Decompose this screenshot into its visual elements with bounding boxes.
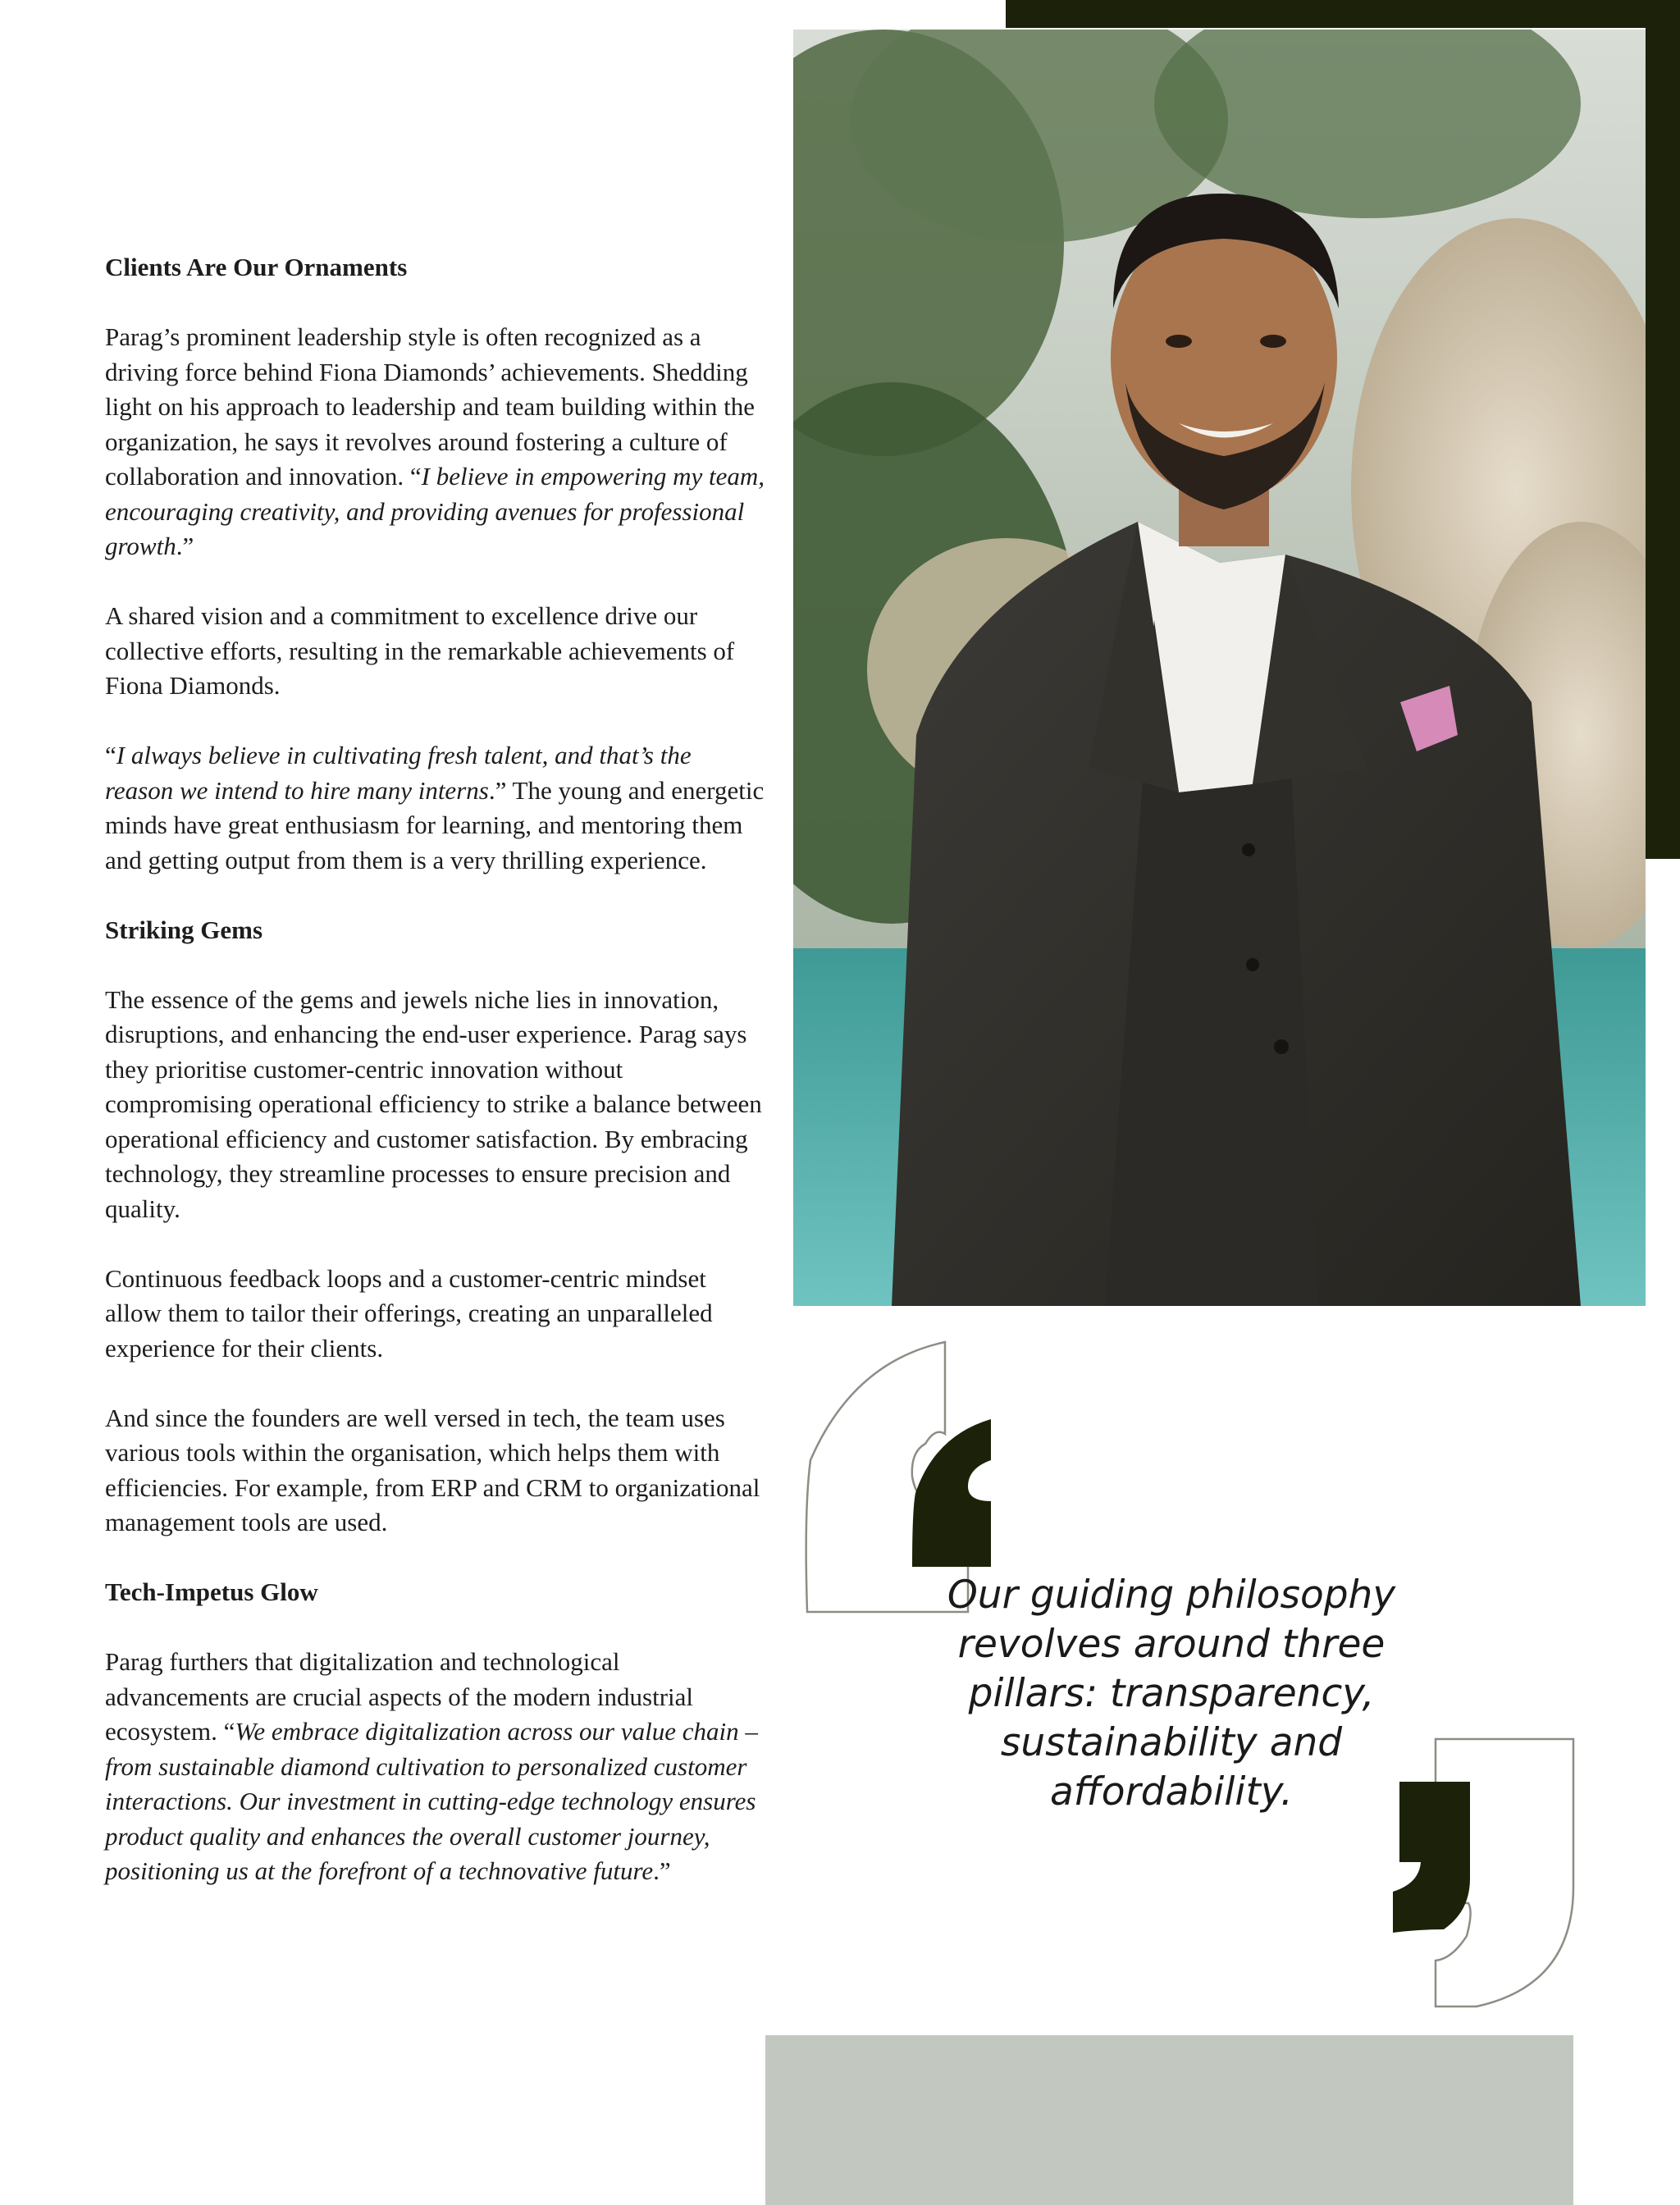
close-quote-outline-icon <box>1436 1739 1573 2006</box>
top-accent-band <box>1006 0 1680 28</box>
heading-tech-impetus-glow: Tech-Impetus Glow <box>105 1577 318 1606</box>
heading-clients-are-our-ornaments: Clients Are Our Ornaments <box>105 253 408 281</box>
article-body <box>105 250 765 1889</box>
paragraph-shared-vision: A shared vision and a commitment to excellence drive our collective efforts, resulting in the remarkable achievements of Fiona Diamonds. <box>105 601 735 700</box>
pull-quote: Our guiding philosophy revolves around three pillars: transparency, sustainability and affordability. <box>947 1573 1396 1815</box>
paragraph-tools: And since the founders are well versed in tech, the team uses various tools within the organisation, which helps them with efficiencies. For example, from ERP and CRM to organizational management tools are used. <box>105 1403 760 1536</box>
side-accent-band <box>1646 0 1680 859</box>
heading-striking-gems: Striking Gems <box>105 915 263 944</box>
paragraph-essence: The essence of the gems and jewels niche lies in innovation, disruptions, and enhancing the end-user experience. Parag says they prioritise customer-centric innovation without compromising operational efficiency to strike a balance between operational efficiency and customer satisfaction. By embracing technology, they streamline processes to ensure precision and quality. <box>105 984 762 1223</box>
paragraph-leadership: Parag’s prominent leadership style is often recognized as a driving force behind Fiona Diamonds’ achievements. Shedding light on his approach to leadership and team building within the organization, he says it revolves around fostering a culture of collaboration and innovation. “I believe in empowering my team, encouraging creativity, and providing avenues for professional growth.” <box>105 322 765 560</box>
paragraph-interns: “I always believe in cultivating fresh talent, and that’s the reason we intend to hire many interns.” The young and energetic minds have great enthusiasm for learning, and mentoring them and getting output from them is a very thrilling experience. <box>105 741 765 874</box>
paragraph-feedback: Continuous feedback loops and a customer-centric mindset allow them to tailor their offerings, creating an unparalleled experience for their clients. <box>105 1263 713 1363</box>
gray-footer-block <box>765 2035 1573 2205</box>
portrait-photo <box>793 30 1646 1306</box>
paragraph-digitalization: Parag furthers that digitalization and technological advancements are crucial aspects of the modern industrial ecosystem. “We embrace digitalization across our value chain – from sustainable diamond cultivation to personalized customer interactions. Our investment in cutting-edge technology ensures product quality and enhances the overall customer journey, positioning us at the forefront of a technovative future.” <box>105 1647 758 1885</box>
open-quote-solid-icon <box>912 1419 991 1567</box>
